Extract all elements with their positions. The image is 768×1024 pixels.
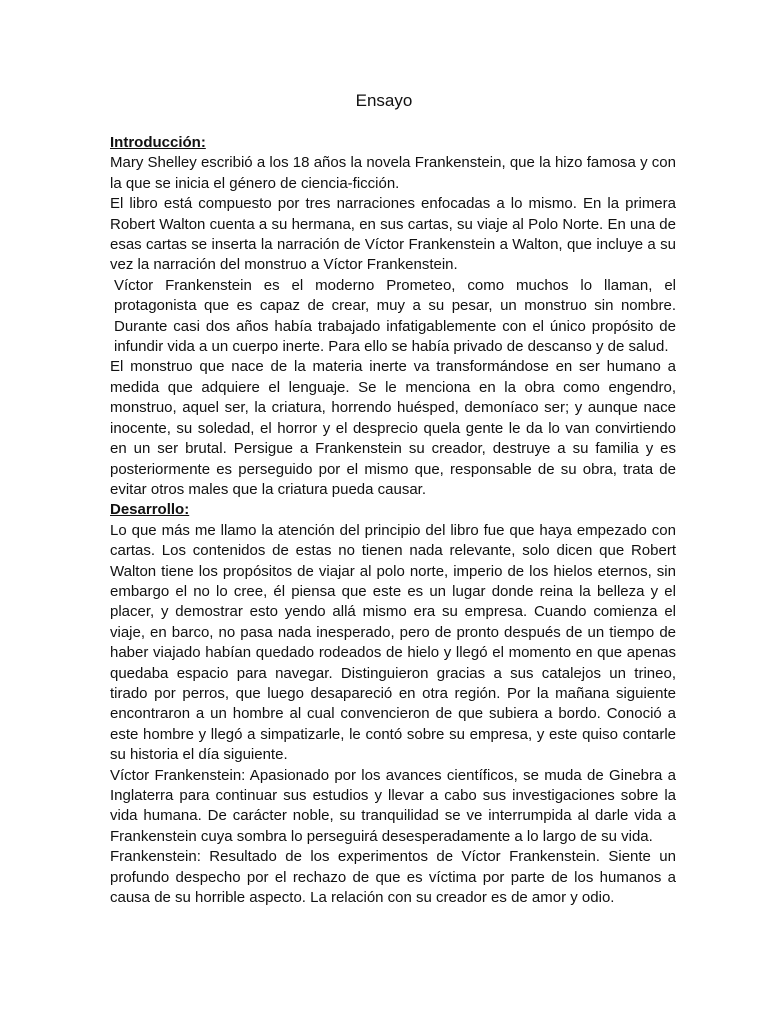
paragraph: Frankenstein: Resultado de los experimentos de Víctor Frankenstein. Siente un profundo despecho por el rechazo de que es víctima por parte de los humanos a causa de su horrible aspecto. La relación con su creador es de amor y odio. [110,848,676,907]
document-title: Ensayo [355,91,413,110]
paragraph: El monstruo que nace de la materia inerte va transformándose en ser humano a medida que adquiere el lenguaje. Se le menciona en la obra como engendro, monstruo, aquel ser, la criatura, horrendo huésped, demoníaco ser; y aunque nace inocente, su soledad, el horror y el desprecio quela gente le da lo van convirtiendo en un ser brutal. Persigue a Frankenstein su creador, destruye a su familia y es posteriormente es perseguido por el mismo que, responsable de su obra, trata de evitar otros males que la criatura pueda causar. [110,358,676,498]
section-heading-introduccion: Introducción: [110,134,206,151]
paragraph: Víctor Frankenstein es el moderno Prometeo, como muchos lo llaman, el protagonista que es capaz de crear, muy a su pesar, un monstruo sin nombre. Durante casi dos años había trabajado infatigablemente con el único propósito de infundir vida a un cuerpo inerte. Para ello se había privado de descanso y de salud. [114,276,676,356]
section-heading-desarrollo: Desarrollo: [110,501,190,519]
paragraph: El libro está compuesto por tres narraciones enfocadas a lo mismo. En la primera Robert Walton cuenta a su hermana, en sus cartas, su viaje al Polo Norte. En una de esas cartas se inserta la narración de Víctor Frankenstein a Walton, que incluye a su vez la narración del monstruo a Víctor Frankenstein. [110,195,676,274]
paragraph: Víctor Frankenstein: Apasionado por los avances científicos, se muda de Ginebra a Inglaterra para continuar sus estudios y llevar a cabo sus investigaciones sobre la vida humana. De carácter noble, su tranquilidad se ve interrumpida al darle vida a Frankenstein cuya sombra lo perseguirá desesperadamente a lo largo de su vida. [110,766,676,845]
document-body [110,133,676,908]
paragraph: Mary Shelley escribió a los 18 años la novela Frankenstein, que la hizo famosa y con la que se inicia el género de ciencia-ficción. [110,154,676,192]
paragraph: Lo que más me llamo la atención del principio del libro fue que haya empezado con cartas. Los contenidos de estas no tienen nada relevante, solo dicen que Robert Walton tiene los propósitos de viajar al polo norte, imperio de los hielos eternos, sin embargo el no lo cree, él piensa que este es un lugar donde reina la belleza y el placer, y demostrar esto yendo allá mismo era su empresa. Cuando comienza el viaje, en barco, no pasa nada inesperado, pero de pronto después de un tiempo de haber viajado habían quedado rodeados de hielo y llegó el momento en que apenas quedaba espacio para navegar. Distinguieron gracias a sus catalejos un trineo, tirado por perros, que luego desapareció en otra región. Por la mañana siguiente encontraron a un hombre al cual convencieron de que subiera a bordo. Conoció a este hombre y llegó a simpatizarle, le contó sobre su empresa, y este quiso contarle su historia el día siguiente. [110,521,676,764]
